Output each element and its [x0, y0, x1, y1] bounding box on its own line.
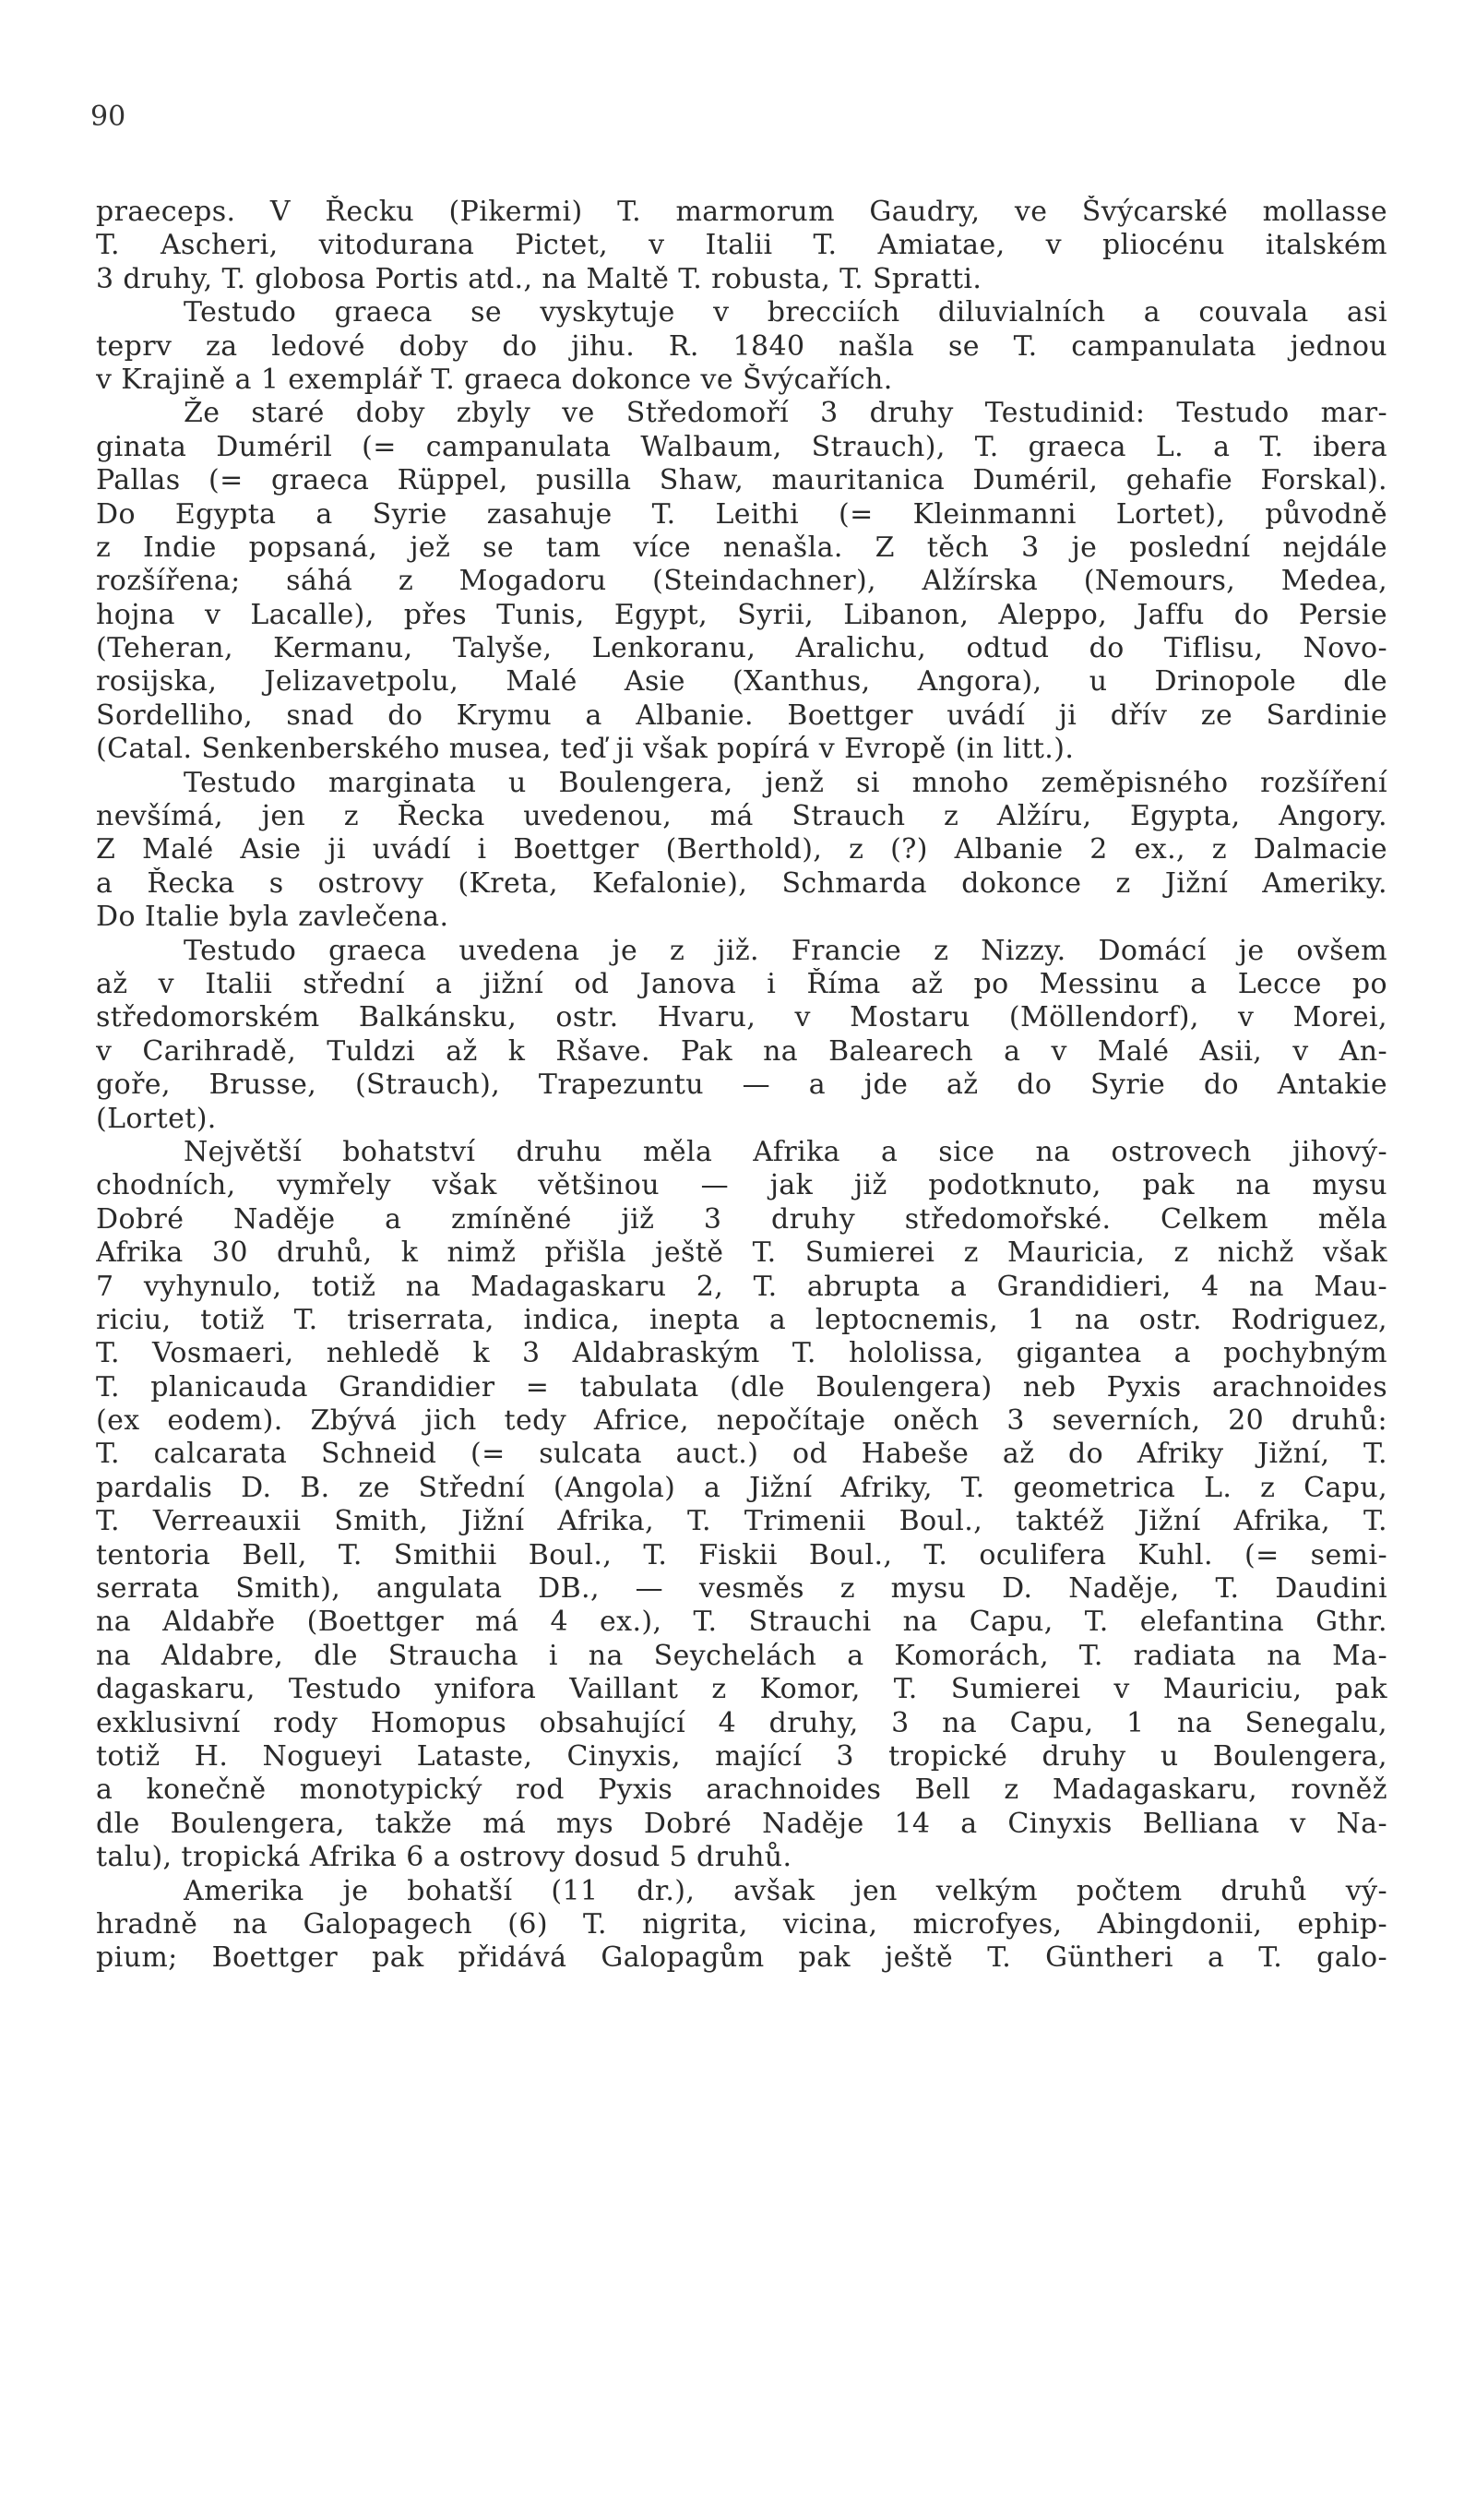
text-line: z Indie popsaná, jež se tam více nenašla. Z těch 3 je poslední nejdále: [96, 531, 1387, 564]
text-line: pardalis D. B. ze Střední (Angola) a Jižní Afriky, T. geometrica L. z Capu,: [96, 1471, 1387, 1504]
text-line: Největší bohatství druhu měla Afrika a sice na ostrovech jihový-: [184, 1135, 1387, 1168]
text-line: v Carihradě, Tuldzi až k Ršave. Pak na Balearech a v Malé Asii, v An-: [96, 1034, 1387, 1068]
paragraph: [96, 397, 1387, 766]
paragraph: [96, 767, 1387, 935]
text-line: exklusivní rody Homopus obsahující 4 druhy, 3 na Capu, 1 na Senegalu,: [96, 1706, 1387, 1739]
text-line: v Krajině a 1 exemplář T. graeca dokonce ve Švýcařích.: [96, 363, 893, 396]
text-line: Afrika 30 druhů, k nimž přišla ještě T. Sumierei z Mauricia, z nichž však: [96, 1236, 1387, 1270]
text-line: Amerika je bohatší (11 dr.), avšak jen velkým počtem druhů vý-: [184, 1874, 1387, 1907]
text-line: T. calcarata Schneid (= sulcata auct.) od Habeše až do Afriky Jižní, T.: [96, 1438, 1387, 1471]
text-line: chodních, vymřely však většinou — jak již podotknuto, pak na mysu: [96, 1169, 1387, 1202]
paragraph: [96, 196, 1387, 296]
text-line: Testudo graeca se vyskytuje v brecciích diluvialních a couvala asi: [184, 296, 1387, 329]
text-line: goře, Brusse, (Strauch), Trapezuntu — a jde až do Syrie do Antakie: [96, 1069, 1387, 1102]
text-line: praeceps. V Řecku (Pikermi) T. marmorum Gaudry, ve Švýcarské mollasse: [96, 196, 1387, 228]
text-line: (Teheran, Kermanu, Talyše, Lenkoranu, Aralichu, odtud do Tiflisu, Novo-: [96, 632, 1387, 665]
text-line: Do Egypta a Syrie zasahuje T. Leithi (= Kleinmanni Lortet), původně: [96, 497, 1387, 531]
text-line: T. Vosmaeri, nehledě k 3 Aldabraským T. hololissa, gigantea a pochybným: [96, 1337, 1387, 1370]
text-line: Do Italie byla zavlečena.: [96, 901, 449, 934]
text-line: Že staré doby zbyly ve Středomoří 3 druhy Testudinid: Testudo mar-: [184, 397, 1387, 430]
text-line: a konečně monotypický rod Pyxis arachnoides Bell z Madagaskaru, rovněž: [96, 1774, 1387, 1807]
text-line: dle Boulengera, takže má mys Dobré Naděje 14 a Cinyxis Belliana v Na-: [96, 1807, 1387, 1840]
text-line: 7 vyhynulo, totiž na Madagaskaru 2, T. abrupta a Grandidieri, 4 na Mau-: [96, 1270, 1387, 1303]
text-line: rozšířena; sáhá z Mogadoru (Steindachner), Alžírska (Nemours, Medea,: [96, 565, 1387, 598]
text-line: T. Verreauxii Smith, Jižní Afrika, T. Trimenii Boul., taktéž Jižní Afrika, T.: [96, 1505, 1387, 1538]
text-line: Testudo graeca uvedena je z již. Francie z Nizzy. Domácí je ovšem: [184, 934, 1387, 967]
text-line: (ex eodem). Zbývá jich tedy Africe, nepočítaje oněch 3 severních, 20 druhů:: [96, 1404, 1387, 1438]
text-line: T. planicauda Grandidier = tabulata (dle Boulengera) neb Pyxis arachnoides: [96, 1370, 1387, 1403]
text-line: dagaskaru, Testudo ynifora Vaillant z Komor, T. Sumierei v Mauriciu, pak: [96, 1673, 1387, 1706]
paragraph: [96, 1136, 1387, 1875]
text-line: pium; Boettger pak přidává Galopagům pak ještě T. Güntheri a T. galo-: [96, 1941, 1387, 1975]
text-line: Dobré Naděje a zmíněné již 3 druhy středomořské. Celkem měla: [96, 1202, 1387, 1236]
text-line: Testudo marginata u Boulengera, jenž si mnoho zeměpisného rozšíření: [184, 766, 1387, 799]
text-line: talu), tropická Afrika 6 a ostrovy dosud 5 druhů.: [96, 1841, 792, 1874]
text-line: (Catal. Senkenberského musea, teď ji však popírá v Evropě (in litt.).: [96, 733, 1075, 766]
text-line: nevšímá, jen z Řecka uvedenou, má Strauch z Alžíru, Egypta, Angory.: [96, 800, 1387, 833]
text-line: na Aldabre, dle Straucha i na Seychelách a Komorách, T. radiata na Ma-: [96, 1639, 1387, 1672]
text-line: Pallas (= graeca Rüppel, pusilla Shaw, mauritanica Duméril, gehafie Forskal).: [96, 464, 1387, 497]
text-line: ginata Duméril (= campanulata Walbaum, Strauch), T. graeca L. a T. ibera: [96, 430, 1387, 463]
text-line: (Lortet).: [96, 1102, 217, 1135]
text-line: na Aldabře (Boettger má 4 ex.), T. Strauchi na Capu, T. elefantina Gthr.: [96, 1606, 1387, 1639]
text-line: 3 druhy, T. globosa Portis atd., na Maltě T. robusta, T. Spratti.: [96, 262, 982, 295]
page-number: 90: [90, 101, 126, 133]
paragraph: [96, 1875, 1387, 1976]
text-line: Z Malé Asie ji uvádí i Boettger (Berthold), z (?) Albanie 2 ex., z Dalmacie: [96, 833, 1387, 866]
paragraph: [96, 935, 1387, 1136]
text-line: T. Ascheri, vitodurana Pictet, v Italii T. Amiatae, v pliocénu italském: [96, 229, 1387, 262]
text-line: a Řecka s ostrovy (Kreta, Kefalonie), Schmarda dokonce z Jižní Ameriky.: [96, 866, 1387, 900]
text-line: hojna v Lacalle), přes Tunis, Egypt, Syrii, Libanon, Aleppo, Jaffu do Persie: [96, 598, 1387, 631]
text-line: hradně na Galopagech (6) T. nigrita, vicina, microfyes, Abingdonii, ephip-: [96, 1907, 1387, 1941]
text-line: riciu, totiž T. triserrata, indica, inepta a leptocnemis, 1 na ostr. Rodriguez,: [96, 1303, 1387, 1336]
text-line: totiž H. Nogueyi Lataste, Cinyxis, mající 3 tropické druhy u Boulengera,: [96, 1739, 1387, 1773]
text-line: Sordelliho, snad do Krymu a Albanie. Boettger uvádí ji dřív ze Sardinie: [96, 699, 1387, 732]
paragraph: [96, 296, 1387, 397]
text-line: až v Italii střední a jižní od Janova i Říma až po Messinu a Lecce po: [96, 967, 1387, 1000]
text-line: rosijska, Jelizavetpolu, Malé Asie (Xanthus, Angora), u Drinopole dle: [96, 665, 1387, 699]
text-line: středomorském Balkánsku, ostr. Hvaru, v Mostaru (Möllendorf), v Morei,: [96, 1001, 1387, 1034]
text-line: serrata Smith), angulata DB., — vesměs z mysu D. Naděje, T. Daudini: [96, 1572, 1387, 1606]
text-line: teprv za ledové doby do jihu. R. 1840 našla se T. campanulata jednou: [96, 329, 1387, 363]
text-line: tentoria Bell, T. Smithii Boul., T. Fiskii Boul., T. oculifera Kuhl. (= semi-: [96, 1538, 1387, 1571]
body-text: [96, 196, 1387, 1976]
